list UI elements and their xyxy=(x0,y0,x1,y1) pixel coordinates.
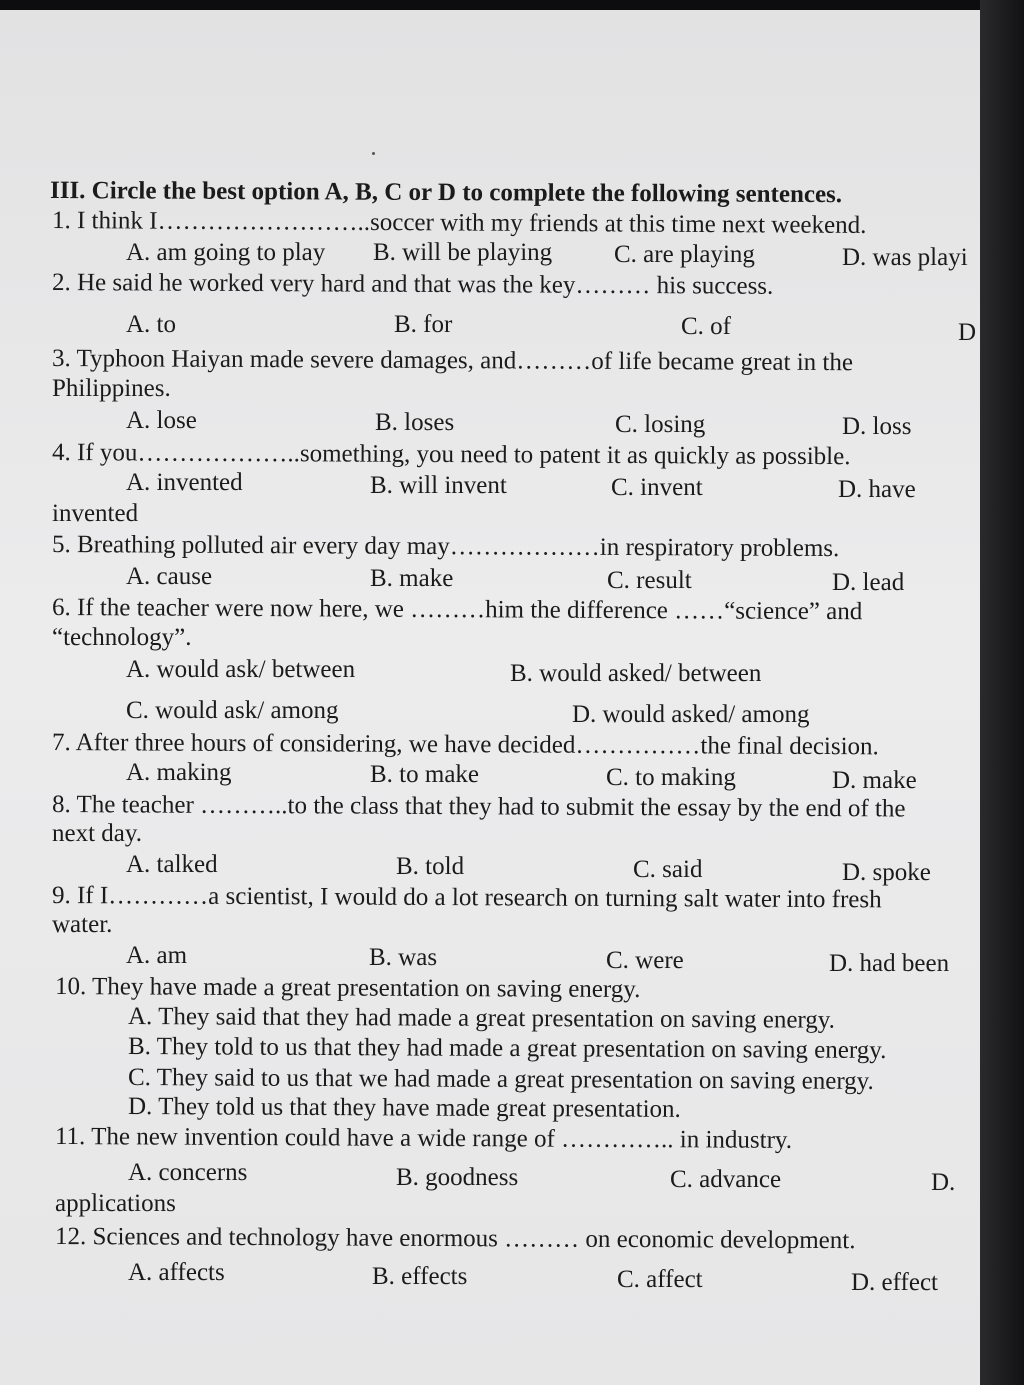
question-7-option-a[interactable]: A. making xyxy=(126,759,232,786)
question-1-stem: 1. I think I……………………..soccer with my friends at this time next weekend. xyxy=(51,207,867,239)
question-12-option-a[interactable]: A. affects xyxy=(128,1259,225,1286)
question-3-option-c[interactable]: C. losing xyxy=(615,411,706,438)
question-12-stem: 12. Sciences and technology have enormous ……… on economic development. xyxy=(54,1223,856,1255)
question-11-option-b[interactable]: B. goodness xyxy=(396,1164,519,1191)
question-10-option-c[interactable]: C. They said to us that we had made a great presentation on saving energy. xyxy=(127,1064,874,1095)
question-10-option-a[interactable]: A. They said that they had made a great presentation on saving energy. xyxy=(127,1003,836,1034)
question-6-option-a[interactable]: A. would ask/ between xyxy=(126,656,356,683)
question-2-option-a[interactable]: A. to xyxy=(126,311,176,338)
question-3-option-a[interactable]: A. lose xyxy=(126,407,197,434)
question-5-stem: 5. Breathing polluted air every day may………………in respiratory problems. xyxy=(51,531,840,563)
question-12-option-d[interactable]: D. effect xyxy=(851,1269,938,1296)
speck xyxy=(372,152,375,155)
question-1-option-a[interactable]: A. am going to play xyxy=(126,239,326,266)
question-7-option-d[interactable]: D. make xyxy=(832,767,917,794)
question-6-option-c[interactable]: C. would ask/ among xyxy=(126,697,339,724)
worksheet-page xyxy=(0,10,980,1385)
question-2-option-d[interactable]: D xyxy=(958,319,977,346)
question-9-option-c[interactable]: C. were xyxy=(606,947,684,974)
question-12-option-b[interactable]: B. effects xyxy=(372,1263,468,1290)
question-5-option-a[interactable]: A. cause xyxy=(126,563,213,590)
question-3-stem-continued: Philippines. xyxy=(52,375,171,402)
question-6-stem-continued: “technology”. xyxy=(52,624,192,651)
question-9-option-d[interactable]: D. had been xyxy=(829,950,950,977)
question-4-option-b[interactable]: B. will invent xyxy=(370,472,507,499)
question-3-option-d[interactable]: D. loss xyxy=(842,413,912,440)
question-10-option-b[interactable]: B. They told to us that they had made a great presentation on saving energy. xyxy=(127,1033,887,1064)
question-9-stem-continued: water. xyxy=(52,911,113,938)
question-1-option-b[interactable]: B. will be playing xyxy=(373,239,553,266)
question-8-option-c[interactable]: C. said xyxy=(633,856,703,883)
question-10-stem: 10. They have made a great presentation on saving energy. xyxy=(54,973,641,1004)
question-4-option-c[interactable]: C. invent xyxy=(611,474,703,501)
question-8-stem-continued: next day. xyxy=(52,820,143,847)
question-6-stem: 6. If the teacher were now here, we ………him the difference ……“science” and xyxy=(51,594,863,626)
question-10-option-d[interactable]: D. They told us that they have made great presentation. xyxy=(127,1093,681,1123)
question-9-option-b[interactable]: B. was xyxy=(369,944,438,971)
question-9-option-a[interactable]: A. am xyxy=(126,942,188,969)
question-9-stem: 9. If I…………a scientist, I would do a lot research on turning salt water into fresh xyxy=(51,882,882,914)
question-3-stem: 3. Typhoon Haiyan made severe damages, and………of life became great in the xyxy=(51,345,854,377)
question-6-option-d[interactable]: D. would asked/ among xyxy=(572,701,810,728)
question-11-stem: 11. The new invention could have a wide range of ………….. in industry. xyxy=(54,1123,793,1154)
question-6-option-b[interactable]: B. would asked/ between xyxy=(510,660,762,687)
section-heading: III. Circle the best option A, B, C or D to complete the following sentences. xyxy=(49,177,843,209)
question-11-option-c[interactable]: C. advance xyxy=(670,1166,782,1193)
question-8-option-a[interactable]: A. talked xyxy=(126,851,218,878)
question-4-option-d-continued: invented xyxy=(52,500,139,527)
question-5-option-d[interactable]: D. lead xyxy=(832,569,905,596)
question-7-option-c[interactable]: C. to making xyxy=(606,764,736,791)
question-4-stem: 4. If you………………..something, you need to patent it as quickly as possible. xyxy=(51,439,851,471)
question-12-option-c[interactable]: C. affect xyxy=(617,1266,703,1293)
question-7-stem: 7. After three hours of considering, we have decided……………the final decision. xyxy=(51,729,879,761)
question-11-option-d[interactable]: D. xyxy=(931,1169,956,1196)
question-4-option-a[interactable]: A. invented xyxy=(126,469,243,496)
question-5-option-b[interactable]: B. make xyxy=(370,565,454,592)
question-1-option-d[interactable]: D. was playi xyxy=(842,244,968,271)
question-7-option-b[interactable]: B. to make xyxy=(370,761,480,788)
question-8-option-b[interactable]: B. told xyxy=(396,853,465,880)
question-1-option-c[interactable]: C. are playing xyxy=(614,241,755,268)
question-11-option-d-continued: applications xyxy=(55,1190,176,1217)
question-2-option-b[interactable]: B. for xyxy=(394,311,453,338)
question-3-option-b[interactable]: B. loses xyxy=(375,409,455,436)
question-5-option-c[interactable]: C. result xyxy=(607,567,692,594)
screen-right-bezel xyxy=(980,0,1024,1385)
question-11-option-a[interactable]: A. concerns xyxy=(128,1159,248,1186)
question-4-option-d[interactable]: D. have xyxy=(838,476,916,503)
question-2-stem: 2. He said he worked very hard and that was the key……… his success. xyxy=(51,269,774,300)
question-2-option-c[interactable]: C. of xyxy=(681,313,731,340)
question-8-option-d[interactable]: D. spoke xyxy=(842,859,931,886)
question-8-stem: 8. The teacher ………..to the class that they had to submit the essay by the end of the xyxy=(51,791,906,823)
